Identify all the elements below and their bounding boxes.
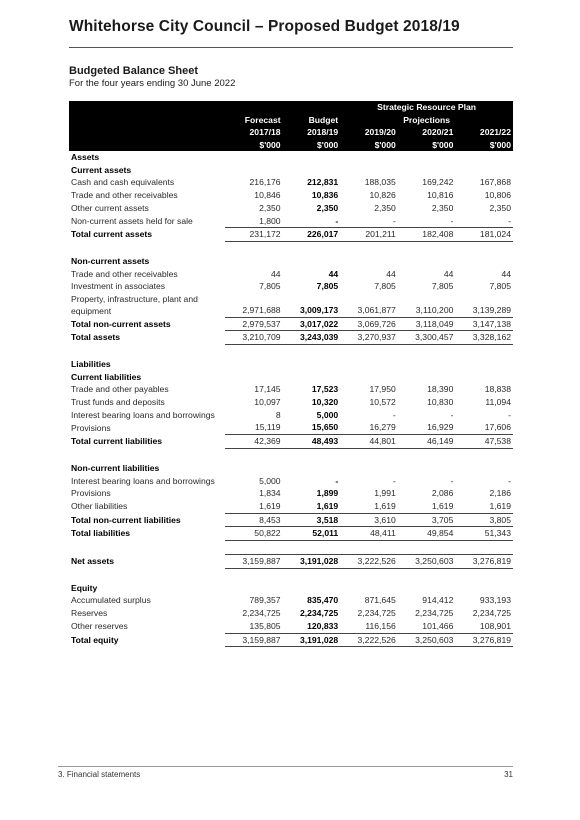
row-value [398, 462, 456, 475]
section-title: Budgeted Balance Sheet [69, 65, 198, 77]
table-row [69, 176, 513, 189]
row-value: 51,343 [455, 527, 513, 541]
row-value: 8 [275, 409, 281, 420]
table-row [69, 151, 513, 164]
row-label: Total liabilities [71, 528, 131, 539]
row-value: 3,139,289 [472, 304, 511, 315]
row-value: 3,222,526 [340, 555, 398, 569]
row-value: 1,619 [374, 500, 396, 511]
row-value [398, 164, 456, 177]
row-value [455, 448, 513, 462]
row-value: 3,276,819 [455, 633, 513, 647]
row-value: 5,000 [316, 409, 339, 420]
row-value: 17,606 [484, 422, 511, 433]
row-value: - [508, 409, 511, 420]
row-value [398, 582, 456, 595]
row-value [340, 568, 398, 582]
row-label: Liabilities [71, 358, 111, 369]
row-value [455, 164, 513, 177]
row-label [69, 541, 225, 555]
row-value: 46,149 [398, 435, 456, 449]
row-value: 3,069,726 [340, 317, 398, 331]
balance-sheet-table [69, 101, 513, 647]
header-group-sublabel: Projections [340, 114, 513, 127]
row-value: 2,979,537 [225, 317, 283, 331]
row-value: 914,412 [422, 595, 454, 606]
row-value [283, 151, 341, 164]
row-value: 2,234,725 [357, 608, 396, 619]
table-row [69, 527, 513, 541]
table-row [69, 396, 513, 409]
row-value [340, 582, 398, 595]
row-value: 181,024 [455, 228, 513, 242]
row-value: 3,147,138 [455, 317, 513, 331]
header-col-1-line1: Forecast [225, 114, 283, 127]
row-value: 42,369 [225, 435, 283, 449]
row-value: 135,805 [249, 620, 281, 631]
row-label: Assets [71, 152, 100, 162]
row-value: 10,572 [369, 397, 396, 408]
table-row [69, 241, 513, 255]
row-label: Non-current assets held for sale [71, 215, 193, 226]
row-value: 44 [501, 268, 511, 279]
row-value [398, 371, 456, 384]
row-value: 3,191,028 [283, 633, 341, 647]
row-value [398, 151, 456, 164]
row-value [455, 582, 513, 595]
row-value [225, 448, 283, 462]
row-value: - [450, 475, 454, 486]
row-value [340, 164, 398, 177]
row-value: 15,650 [311, 422, 339, 433]
row-value: 16,279 [369, 422, 396, 433]
row-value [225, 371, 283, 384]
row-value: 8,453 [225, 513, 283, 527]
row-value: - [450, 409, 454, 420]
row-value: 1,834 [259, 488, 281, 499]
row-value: 7,805 [374, 281, 396, 292]
row-value [283, 541, 341, 555]
row-value [398, 344, 456, 358]
table-row [69, 228, 513, 242]
row-value: 2,234,725 [242, 608, 281, 619]
row-value: 3,061,877 [357, 304, 396, 315]
row-value: 3,276,819 [455, 555, 513, 569]
row-value: 167,868 [479, 177, 511, 188]
row-value: 1,991 [374, 488, 396, 499]
row-value: 2,350 [431, 202, 454, 213]
row-value: 871,645 [364, 595, 396, 606]
row-value [283, 344, 341, 358]
row-label: Provisions [71, 488, 111, 499]
table-row [69, 331, 513, 345]
header-group-label: Strategic Resource Plan [340, 101, 513, 114]
row-label: Property, infrastructure, plant and equipment [71, 294, 198, 317]
row-value: 3,300,457 [398, 331, 456, 345]
row-label: Accumulated surplus [71, 595, 151, 606]
row-value: 10,846 [254, 190, 281, 201]
row-value: 3,118,049 [398, 317, 456, 331]
row-value: 10,806 [484, 190, 511, 201]
row-value: 3,222,526 [340, 633, 398, 647]
table-row [69, 462, 513, 475]
row-value: 835,470 [307, 595, 339, 606]
row-value: 188,035 [364, 177, 396, 188]
table-row [69, 487, 513, 500]
row-value [283, 241, 341, 255]
section-subtitle: For the four years ending 30 June 2022 [69, 78, 236, 89]
row-value [283, 568, 341, 582]
table-row [69, 555, 513, 569]
row-value: 52,011 [283, 527, 341, 541]
row-value: 44,801 [340, 435, 398, 449]
table-row [69, 268, 513, 281]
row-value: 10,097 [254, 397, 281, 408]
row-value: 226,017 [283, 228, 341, 242]
row-value: 3,518 [283, 513, 341, 527]
header-col-5-unit: $'000 [455, 139, 513, 152]
header-col-5-year: 2021/22 [455, 126, 513, 139]
row-value [283, 358, 341, 371]
row-value: - [392, 215, 396, 226]
row-value: 1,619 [259, 500, 281, 511]
row-value: 5,000 [259, 475, 281, 486]
row-value: 44 [386, 268, 396, 279]
row-value [398, 241, 456, 255]
row-label: Trade and other receivables [71, 268, 178, 279]
row-value: 44 [328, 268, 339, 279]
row-value: 17,145 [254, 384, 281, 395]
header-col-4-year: 2020/21 [398, 126, 456, 139]
row-value: 212,831 [307, 177, 339, 188]
row-label [69, 568, 225, 582]
table-row [69, 164, 513, 177]
row-value: 10,830 [427, 397, 454, 408]
row-label [69, 448, 225, 462]
row-value: 3,250,603 [398, 633, 456, 647]
row-value: 789,357 [249, 595, 281, 606]
row-value: 48,493 [283, 435, 341, 449]
row-value [225, 462, 283, 475]
table-row [69, 280, 513, 293]
row-value [455, 255, 513, 268]
row-value: 2,350 [489, 202, 511, 213]
row-value: 231,172 [225, 228, 283, 242]
row-label: Non-current liabilities [71, 462, 160, 473]
table-row [69, 435, 513, 449]
row-value: 3,210,709 [225, 331, 283, 345]
row-value [225, 164, 283, 177]
row-value [398, 255, 456, 268]
row-value: 1,899 [316, 488, 339, 499]
row-value: 3,705 [398, 513, 456, 527]
row-value: - [335, 475, 339, 486]
header-col-1-year: 2017/18 [225, 126, 283, 139]
row-value: 15,119 [254, 422, 281, 433]
row-value: 48,411 [340, 527, 398, 541]
row-value: - [335, 215, 339, 226]
row-label [69, 241, 225, 255]
row-value: 3,159,887 [225, 633, 283, 647]
table-row [69, 582, 513, 595]
row-value: 3,110,200 [415, 304, 454, 315]
row-value [283, 164, 341, 177]
footer-divider [58, 766, 513, 767]
row-value: 1,619 [431, 500, 454, 511]
row-value [455, 462, 513, 475]
row-value [225, 541, 283, 555]
row-value: 3,017,022 [283, 317, 341, 331]
row-value: - [392, 475, 396, 486]
row-label: Total current liabilities [71, 436, 163, 447]
row-value: - [508, 475, 511, 486]
row-value [455, 344, 513, 358]
row-value: 2,234,725 [299, 608, 339, 619]
row-value: 44 [443, 268, 454, 279]
row-value: 933,193 [479, 595, 511, 606]
table-row [69, 620, 513, 633]
table-row [69, 568, 513, 582]
row-label: Trade and other payables [71, 384, 169, 395]
row-value [455, 371, 513, 384]
document-title: Whitehorse City Council – Proposed Budget 2018/19 [69, 18, 460, 35]
table-row [69, 202, 513, 215]
row-value [225, 255, 283, 268]
row-value: 7,805 [259, 281, 281, 292]
row-value: 10,836 [311, 190, 339, 201]
row-value [283, 371, 341, 384]
row-value [283, 462, 341, 475]
row-value: 1,619 [316, 500, 339, 511]
row-value: 49,854 [398, 527, 456, 541]
row-value: 17,950 [369, 384, 396, 395]
row-value [455, 151, 513, 164]
row-label: Total non-current assets [71, 318, 171, 329]
row-label: Total non-current liabilities [71, 514, 181, 525]
row-value: 1,800 [259, 215, 281, 226]
row-label: Equity [71, 582, 98, 593]
row-value: 47,538 [455, 435, 513, 449]
row-value: - [392, 409, 396, 420]
row-value: 7,805 [316, 281, 339, 292]
row-label: Non-current assets [71, 255, 150, 266]
row-value: 201,211 [340, 228, 398, 242]
row-value [455, 568, 513, 582]
row-value [455, 358, 513, 371]
row-value: 3,610 [340, 513, 398, 527]
row-value [225, 568, 283, 582]
row-value: 169,242 [422, 177, 454, 188]
table-row [69, 607, 513, 620]
row-label: Trade and other receivables [71, 190, 178, 201]
table-row [69, 448, 513, 462]
table-row [69, 500, 513, 513]
row-value: - [508, 215, 511, 226]
row-value: 2,350 [316, 202, 339, 213]
row-value [283, 448, 341, 462]
table-row [69, 293, 513, 317]
row-value [455, 241, 513, 255]
header-col-3-unit: $'000 [340, 139, 398, 152]
table-row [69, 633, 513, 647]
row-value [225, 358, 283, 371]
table-row [69, 189, 513, 202]
header-col-4-unit: $'000 [398, 139, 456, 152]
row-value: 2,350 [259, 202, 281, 213]
table-row [69, 371, 513, 384]
row-value: 108,901 [479, 620, 511, 631]
row-value [340, 358, 398, 371]
row-value: 1,619 [489, 500, 511, 511]
row-value [283, 255, 341, 268]
row-label: Other reserves [71, 621, 128, 632]
table-row [69, 594, 513, 607]
row-label: Interest bearing loans and borrowings [71, 475, 215, 486]
header-col-3-year: 2019/20 [340, 126, 398, 139]
row-value [398, 568, 456, 582]
row-value [340, 541, 398, 555]
row-label [69, 344, 225, 358]
row-value: 18,390 [427, 384, 454, 395]
row-label: Total current assets [71, 229, 153, 240]
row-value: 11,094 [485, 397, 511, 408]
row-value: 3,191,028 [283, 555, 341, 569]
row-value: 10,320 [311, 397, 339, 408]
row-value: 3,243,039 [283, 331, 341, 345]
row-value: 2,350 [374, 202, 396, 213]
row-value [225, 241, 283, 255]
table-row [69, 541, 513, 555]
table-row [69, 475, 513, 488]
row-value: 2,971,688 [242, 304, 281, 315]
row-label: Current assets [71, 164, 132, 175]
table-row [69, 358, 513, 371]
row-value: 7,805 [431, 281, 454, 292]
row-value [283, 582, 341, 595]
row-value: 182,408 [398, 228, 456, 242]
row-label: Provisions [71, 422, 111, 433]
table-header [69, 101, 513, 151]
row-label: Cash and cash equivalents [71, 177, 175, 188]
row-value [455, 541, 513, 555]
row-value [340, 448, 398, 462]
row-value: 101,466 [422, 620, 454, 631]
row-label: Total equity [71, 634, 119, 645]
row-label: Net assets [71, 556, 114, 567]
row-value: 10,826 [369, 190, 396, 201]
row-value: 2,234,725 [472, 608, 511, 619]
table-row [69, 215, 513, 228]
row-value: 3,250,603 [398, 555, 456, 569]
row-value: - [450, 215, 454, 226]
row-value: 120,833 [307, 620, 339, 631]
row-value: 50,822 [225, 527, 283, 541]
row-value: 3,328,162 [455, 331, 513, 345]
row-value: 216,176 [249, 177, 281, 188]
row-value [340, 371, 398, 384]
header-col-2-line1: Budget [283, 114, 341, 127]
row-value [225, 344, 283, 358]
header-col-2-unit: $'000 [283, 139, 341, 152]
row-label: Investment in associates [71, 281, 166, 292]
row-value: 7,805 [489, 281, 511, 292]
row-value: 3,009,173 [299, 304, 339, 315]
row-value [398, 448, 456, 462]
header-col-1-unit: $'000 [225, 139, 283, 152]
row-value: 2,086 [431, 488, 454, 499]
table-row [69, 513, 513, 527]
row-value: 3,805 [455, 513, 513, 527]
row-value [340, 151, 398, 164]
row-value: 18,838 [484, 384, 511, 395]
row-label: Trust funds and deposits [71, 397, 165, 408]
row-value: 44 [271, 268, 281, 279]
table-row [69, 383, 513, 396]
row-value: 17,523 [311, 384, 339, 395]
row-value: 16,929 [427, 422, 454, 433]
table-row [69, 344, 513, 358]
row-label: Total assets [71, 332, 121, 343]
row-label: Other liabilities [71, 501, 128, 512]
footer-section-label: 3. Financial statements [58, 770, 141, 779]
row-value: 2,234,725 [415, 608, 454, 619]
table-row [69, 421, 513, 434]
row-label: Other current assets [71, 202, 149, 213]
row-value: 116,156 [365, 620, 396, 631]
row-label: Reserves [71, 608, 108, 619]
row-value: 3,270,937 [340, 331, 398, 345]
row-label: Interest bearing loans and borrowings [71, 409, 215, 420]
title-divider [69, 47, 513, 48]
row-value [340, 462, 398, 475]
table-row [69, 409, 513, 422]
row-value [225, 582, 283, 595]
page-number: 31 [504, 770, 513, 779]
header-col-2-year: 2018/19 [283, 126, 341, 139]
row-value [340, 241, 398, 255]
row-value: 10,816 [427, 190, 454, 201]
row-value: 2,186 [489, 488, 511, 499]
table-row [69, 255, 513, 268]
row-value: 3,159,887 [225, 555, 283, 569]
row-value [340, 255, 398, 268]
row-value [398, 541, 456, 555]
row-value [340, 344, 398, 358]
row-value [225, 151, 283, 164]
table-row [69, 317, 513, 331]
row-label: Current liabilities [71, 371, 142, 382]
row-value [398, 358, 456, 371]
table-body [69, 151, 513, 647]
